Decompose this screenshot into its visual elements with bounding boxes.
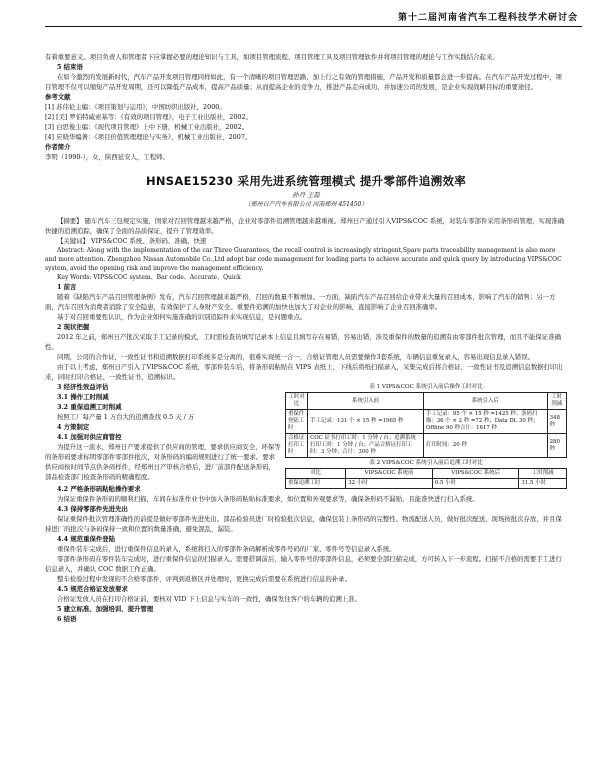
table-cell: 348 秒 [547,410,566,434]
references-heading: 参考文献 [45,93,71,101]
abstract-en: Abstract: Along with the implementation of the car Three Guarantees, the recall control is increasingly stringent,Spare parts traceability management is also more and more attention. Zhengzhou Nissan Automobile Co.,Ltd adopt bar code management for loading parts to achieve accurate and quick query by introducing VIPS&COC system, avoid the opening risk and improve the management efficiency. [45,247,562,272]
subsection-heading: 3.1 操作工时削减 [57,393,109,401]
table-row [286,479,567,489]
reference-item: [2] [美] 罗伯特威索基等：《有效的项目管理》，电子工业出版社，2002。 [45,113,252,121]
table-row [286,434,567,458]
reference-item: [3] 白思俊主编：《现代项目管理》上中下册，机械工业出版社，2002。 [45,123,249,131]
body-paragraph: 零部件条形码在零件装车完成时，进行重保件信息的扫描录入。需要搭调前后，输入零件号的零部件信息，必须要全部扫描完成，方可转入下一步流程。扫描不合格的需要手工进行信息录入，并确认 COC 数据工作正确。 [45,555,562,573]
body-paragraph: 由于以上考虑，郑州日产引入了VIPS&COC 系统，零部件装车后，将条形码粘贴在 VIPS 表纸上，下线后将纸扫描录入，采集完成后将合格证、一致性证书及追溯信息数据打印出来，同时打印合格证、一致性证书、追溯标识。 [45,363,563,381]
body-paragraph: 合格证发放人员在打印合格证前，要核对 VID 下上信息与实车的一致性，确保发往客户的车辆的追溯上准。 [57,595,361,603]
body-paragraph: 保证重保件批次管理准确性的前提是做好零部件先进先出。部品检验员进厂时检验批次信息，确保包装上条形码的完整性、物流配送人员，做好批次配送，现场按批次存放，并且保持进厂的批次与条码保持一致和位置的数量准确，避免混乱，漏装。 [45,515,562,533]
keywords-zh: 【关键词】 VIPS&COC 系统、条形码、准确、快速 [57,237,207,245]
table-cell: COC 证书打印工时：1 分钟 / 台；追溯系统打印工时：1 分钟 / 台；产品合格证打印工时：3 分钟；合计：300 秒 [308,434,424,458]
author-bio: 李明（1990-），女，陕西延安人，工程师。 [45,153,169,161]
table-header-row [286,393,567,410]
section-heading: 3 经济性效益评估 [57,383,109,391]
table2-caption: 表 2 VIPS&COC 系统引入前后追溯工时对比 [369,460,483,466]
bio-heading: 作者简介 [45,143,71,151]
article-title: HNSAE15230 采用先进系统管理模式 提升零部件追溯效率 [145,174,467,188]
table1-caption: 表 1 VIPS&COC 系统引入前后操作工时对比 [369,384,483,390]
table-cell: 重保件登陆工时 [286,410,308,434]
running-header [0,0,600,46]
table-header-cell: 系统引入前 [308,393,424,410]
subsection-heading: 4.4 规范重保件登陆 [57,535,116,543]
full-width-tail [45,484,567,624]
table-cell: 31.5 小时 [519,479,567,489]
body-paragraph: 为提升这一流水，郑州日产要求提供了供应商的管理，要求供应商安全、环保等的条形码要求标明零部件零部件批次，对条形码的编码规则进行了统一要求。要求供应商按时间节点供条码样件，经郑州日产审核合格后，进厂前部件配送条形码，部品检查部门检查条形码的精确程度。 [45,443,281,481]
subsection-heading: 4.5 规范合格证发放要求 [57,585,128,593]
table1 [285,392,567,458]
header-rule [45,26,582,27]
article-affiliation: （郑州日产汽车有限公司 河南郑州 451450） [244,201,368,208]
two-column-region [45,382,567,484]
table-cell: 重保追溯工时 [286,479,346,489]
body-paragraph: 重保件装车完成后，进行重保件信息的录入，系统将扫入的零部件条码解析成零件号码的厂家、零件号等信息录入系统。 [57,545,396,553]
body-paragraph: 基于对召回重要性认识，作为企业如何实施准确的识别追踪件来实现信息，是问题重点。 [57,313,307,321]
table-cell: 手工记录：95 个 × 15 秒 =1425 秒；条码扫描：36 个 × 2 秒 =72 秒；Data DL 30 秒；Offline 90 秒合计：1617 秒 [423,410,547,434]
left-column [45,382,281,482]
section-heading: 2 现状把握 [57,323,90,331]
prev-paragraph: 在如今激烈的发展新时代，汽车产品开发项目管理同样如此，有一个清晰的项目管理思路，加上行之有效的管理措施，产品开发和质量都会进一步提高。在汽车产品开发过程中，项目管理不仅可以缩短产品开发周期，还可以降低产品成本，提高产品质量；从而提高企业的竞争力，推进产品走向成功，并加速公司的发展，是企业实现战略目标的重要途径。 [45,73,562,91]
running-title: 第十二届河南省汽车工程科技学术研讨会 [397,13,578,23]
body-paragraph: 随着《缺陷汽车产品召回管理条例》发布，汽车召回管理越来越严格，召回的数量不断增加。一方面，缺陷汽车产品召回给企业带来大量的召回成本，影响了汽车的销售；另一方面，汽车召回为消费者消除了安全隐患，有效保护了人身财产安全。重要件追溯的加快也加大了对企业的影响，直接影响了企业召回准确率。 [45,293,556,311]
keywords-en: Key Words: VIPS&COC system、Bar code、Accurate、Quick [57,274,241,281]
table-cell: 32 小时 [346,479,433,489]
table-header-row [286,469,567,479]
table-cell: 手工记录：131 个 × 15 秒 =1965 秒 [308,410,424,434]
body-paragraph: 为保证重保件条形码的顺利扫描，车间在标准作业书中加入条形码粘贴标准要求，如位置和外观要求等，确保条形码不漏贴，且能准快进行扫入系统。 [57,495,479,503]
reference-item: [1] 苏伟伦主编：《项目策划与运用》，中国纺织出版社，2000。 [45,103,226,111]
prev-paragraph: 有着重要意义。项目负责人和管理者下应掌握必要的理论知识与工具，如项目管理流程、项目管理工具及项目管理软件并将项目管理的理论与工作实践结合起来。 [45,53,499,61]
table-cell: 0.5 小时 [432,479,519,489]
table-header-cell: 工时削减 [519,469,567,479]
article-authors: 孙丹 王磊 [292,191,320,199]
table-header-cell: 对比 [286,469,346,479]
subsection-heading: 4.1 加强对供应商管控 [57,433,122,441]
page-body [45,52,567,624]
section-heading: 4 方策制定 [57,423,90,431]
body-paragraph: 2012 年之前，郑州日产批次采取手工记录的模式，工时需检查员填写记录本上信息且填写存在易错，容易出错，涉及重保件的数量的追溯有由零部件批次管理，而且不能保证准确性。 [45,333,561,351]
table2 [285,468,567,489]
subsection-heading: 3.2 重保追溯工时削减 [57,403,122,411]
right-column [285,382,567,489]
body-paragraph: 同期，公司的合作证，一致性证书和追溯数据打印系统多是分离的，很难实现统一合一，合格证管理人员需要操作3套系统，车辆信息重复录入，容易出现信息录入错误。 [57,353,534,361]
table-cell: 合格证打印工时 [286,434,308,458]
section-heading: 6 结语 [57,615,77,623]
subsection-heading: 4.3 保持零部件先进先出 [57,505,128,513]
table-row [286,410,567,434]
reference-item: [4] 应晓华编著：《项目价值管理理论与实务》，机械工业出版社，2007。 [45,133,252,141]
section-heading: 5 建立标准、加强培训、提升管理 [57,605,154,613]
table-header-cell: 工时削减 [547,393,566,410]
abstract-zh: 【摘要】 随车汽车三包规定实施，国家对召回管理越来越严格，企业对零部件追溯管理越来越重视。郑州日产通过引入VIPS&COC 系统，对装车零部件采用条形码管理，实现准确快捷的追溯追踪，确保了全面的品质保证，提升了管理效率。 [45,217,565,235]
table-header-cell: 系统引入后 [423,393,547,410]
body-paragraph: 整车检验过程中发现的不合格零部件，评判到返修区并处理时，更换完成后需要在系统进行信息的补录。 [57,575,351,583]
body-paragraph: 按照工厂每产量 1 万台大的追溯查找 0.5 天 / 万 [57,413,195,421]
table-header-cell: VIPS&COC 系统前 [346,469,433,479]
table-header-cell: 工时对比 [286,393,308,410]
section-heading: 1 前言 [57,283,77,291]
section-heading: 5 结束语 [57,63,83,71]
table-header-cell: VIPS&COC 系统后 [432,469,519,479]
table-cell: 280 秒 [547,434,566,458]
subsection-heading: 4.2 严格条形码粘贴操作要求 [57,485,141,493]
table-cell: 打印时间：20 秒 [423,434,547,458]
